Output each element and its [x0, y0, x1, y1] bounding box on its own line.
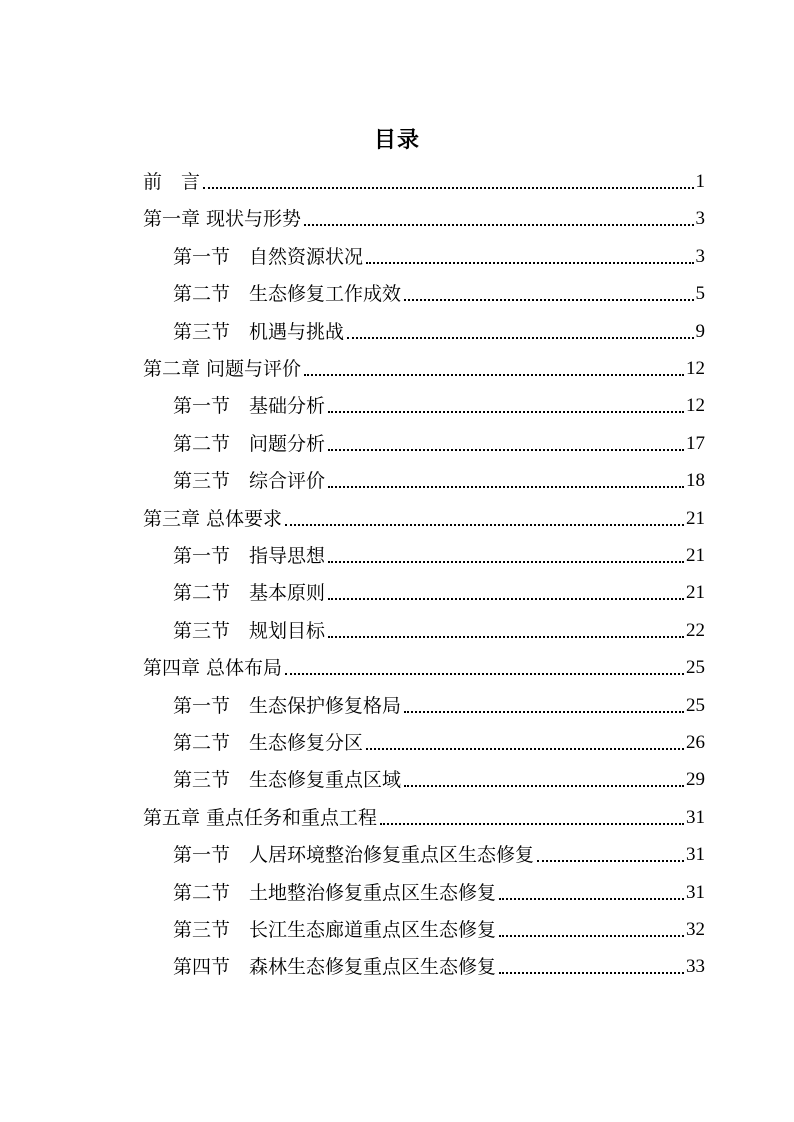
toc-dot-leader [347, 337, 693, 339]
toc-dot-leader [328, 561, 684, 563]
toc-entry-label: 第三节 生态修复重点区域 [173, 769, 402, 792]
toc-page-number: 21 [686, 545, 705, 566]
toc-dot-leader [499, 898, 684, 900]
toc-chapter-entry[interactable] [143, 652, 705, 684]
toc-entry-label: 第四章 总体布局 [143, 657, 283, 680]
toc-section-entry[interactable] [173, 540, 705, 572]
toc-section-entry[interactable] [173, 278, 705, 310]
toc-page-number: 12 [686, 395, 705, 417]
toc-page-number: 17 [686, 432, 705, 454]
toc-section-entry[interactable] [173, 615, 705, 647]
toc-entry-label: 第一节 人居环境整治修复重点区生态修复 [173, 844, 535, 867]
toc-section-entry[interactable] [173, 390, 705, 422]
toc-entry-label: 第二节 生态修复工作成效 [173, 283, 402, 306]
toc-entry-label: 第一节 基础分析 [173, 395, 326, 418]
toc-page-number: 9 [695, 320, 705, 342]
toc-page-number: 1 [695, 171, 705, 192]
toc-section-entry[interactable] [173, 241, 705, 273]
toc-dot-leader [499, 972, 684, 974]
toc-page-number: 31 [686, 806, 705, 828]
toc-chapter-entry[interactable] [143, 503, 705, 535]
toc-section-entry[interactable] [173, 914, 705, 946]
toc-entry-label: 第二节 问题分析 [173, 432, 326, 455]
toc-entry-label: 第一章 现状与形势 [143, 208, 302, 231]
toc-page-number: 3 [695, 208, 705, 230]
toc-page-number: 33 [686, 956, 705, 978]
toc-entry-label: 第三章 总体要求 [143, 507, 283, 530]
toc-dot-leader [404, 785, 684, 787]
toc-entry-label: 第三节 长江生态廊道重点区生态修复 [173, 919, 497, 941]
toc-section-entry[interactable] [173, 951, 705, 983]
toc-page-number: 21 [686, 582, 705, 604]
toc-section-entry[interactable] [173, 428, 705, 460]
toc-entry-label: 第二节 土地整治修复重点区生态修复 [173, 881, 497, 904]
toc-section-entry[interactable] [173, 839, 705, 871]
toc-page-number: 22 [686, 619, 705, 641]
toc-entry-label: 第一节 自然资源状况 [173, 245, 364, 268]
toc-page-number: 5 [695, 283, 705, 305]
toc-dot-leader [366, 262, 693, 264]
toc-dot-leader [328, 411, 684, 413]
toc-entry-label: 第三节 综合评价 [173, 470, 326, 493]
toc-section-entry[interactable] [173, 877, 705, 909]
toc-section-entry[interactable] [173, 727, 705, 759]
toc-page-number: 32 [686, 919, 705, 940]
toc-title: 目录 [373, 127, 420, 153]
toc-page-number: 31 [686, 844, 705, 866]
toc-chapter-entry[interactable] [143, 353, 705, 385]
toc-entry-label: 第五章 重点任务和重点工程 [143, 806, 378, 829]
toc-dot-leader [380, 823, 684, 825]
toc-dot-leader [537, 860, 684, 862]
toc-dot-leader [404, 299, 693, 301]
toc-page-number: 26 [686, 732, 705, 753]
toc-page-number: 25 [686, 694, 705, 716]
toc-chapter-entry[interactable] [143, 166, 705, 198]
toc-entry-label: 第三节 规划目标 [173, 619, 326, 642]
toc-dot-leader [328, 636, 684, 638]
toc-page-number: 3 [695, 245, 705, 267]
toc-dot-leader [404, 711, 684, 713]
toc-section-entry[interactable] [173, 577, 705, 609]
toc-section-entry[interactable] [173, 690, 705, 722]
toc-entry-label: 第三节 机遇与挑战 [173, 320, 345, 343]
toc-entry-label: 第二章 问题与评价 [143, 358, 302, 380]
toc-dot-leader [203, 187, 693, 189]
toc-page-number: 21 [686, 507, 705, 529]
toc-page-number: 31 [686, 881, 705, 903]
toc-chapter-entry[interactable] [143, 802, 705, 834]
toc-page-number: 12 [686, 358, 705, 379]
toc-section-entry[interactable] [173, 316, 705, 348]
toc-section-entry[interactable] [173, 764, 705, 796]
toc-dot-leader [328, 598, 684, 600]
toc-dot-leader [328, 486, 684, 488]
toc-page-number: 29 [686, 769, 705, 791]
toc-dot-leader [499, 935, 684, 937]
toc-section-entry[interactable] [173, 465, 705, 497]
toc-entry-label: 前 言 [143, 171, 201, 193]
toc-dot-leader [328, 449, 684, 451]
toc-entry-label: 第二节 基本原则 [173, 582, 326, 605]
toc-dot-leader [366, 748, 684, 750]
toc-dot-leader [285, 524, 684, 526]
toc-entry-label: 第一节 生态保护修复格局 [173, 694, 402, 717]
toc-chapter-entry[interactable] [143, 203, 705, 235]
toc-entry-label: 第一节 指导思想 [173, 545, 326, 567]
toc-page-number: 25 [686, 657, 705, 679]
toc-entry-label: 第四节 森林生态修复重点区生态修复 [173, 956, 497, 979]
toc-dot-leader [285, 673, 684, 675]
toc-dot-leader [304, 224, 693, 226]
toc-dot-leader [304, 374, 684, 376]
toc-page-number: 18 [686, 470, 705, 492]
toc-entry-label: 第二节 生态修复分区 [173, 732, 364, 754]
